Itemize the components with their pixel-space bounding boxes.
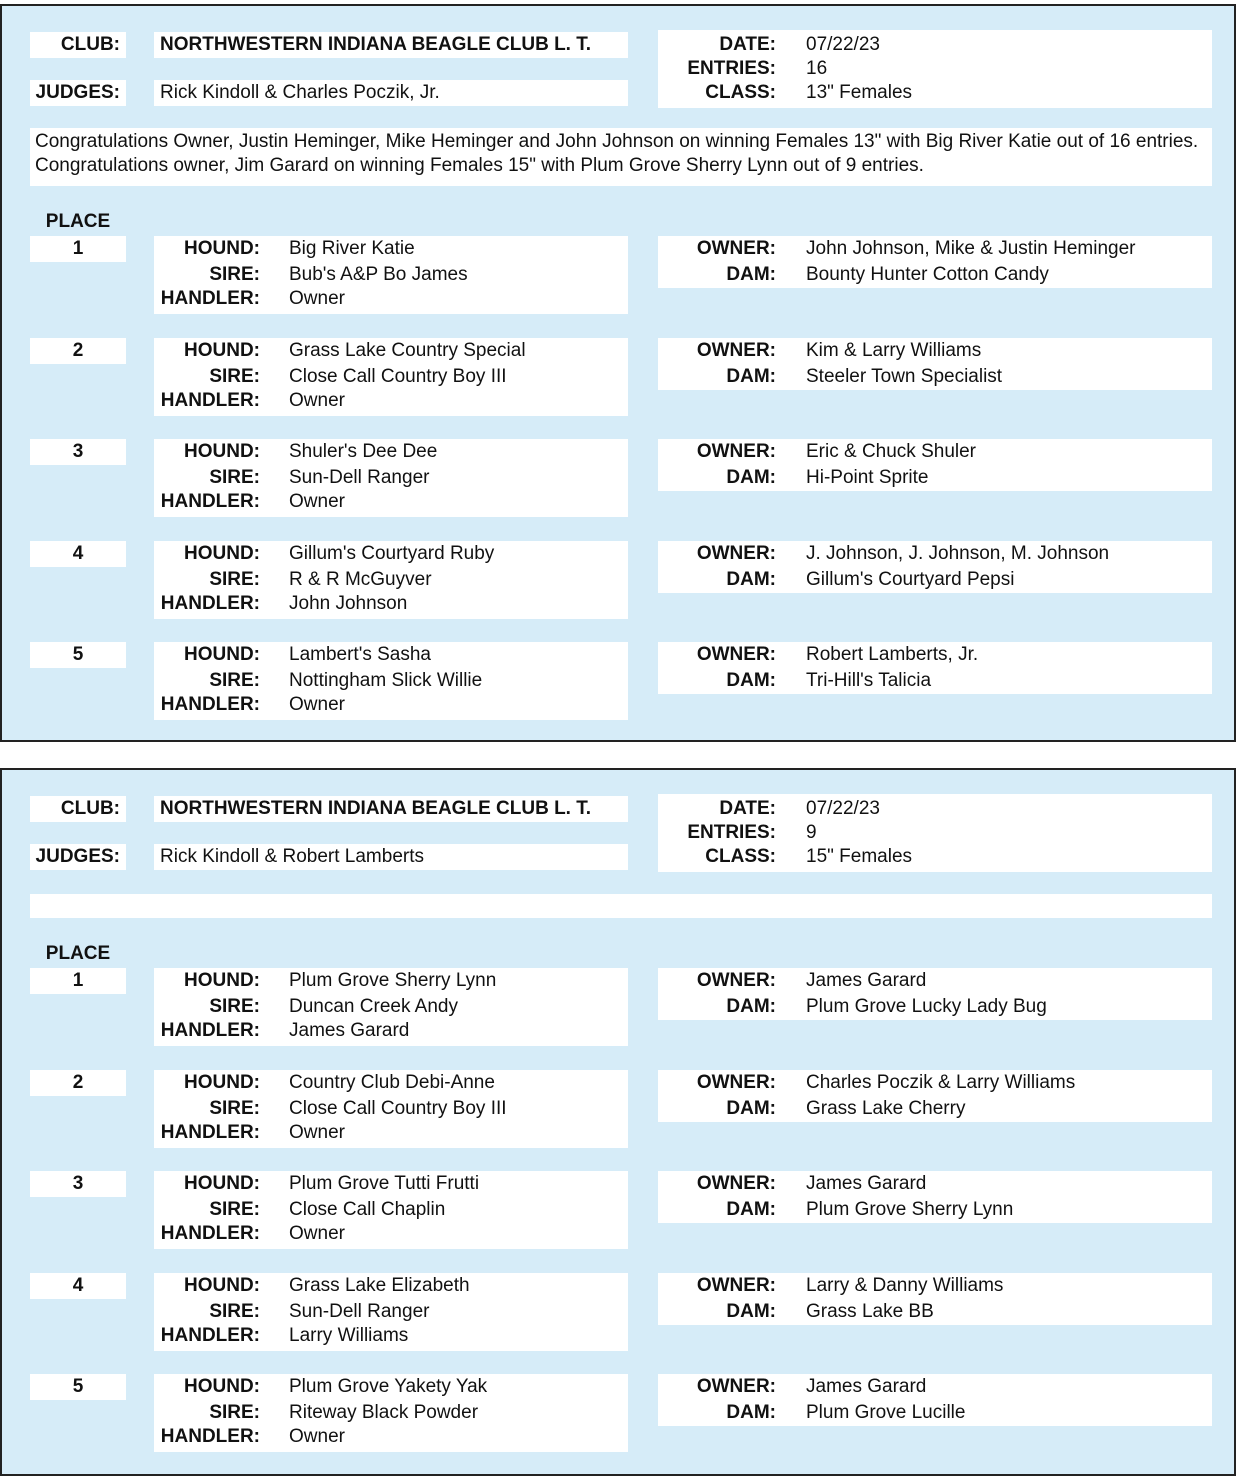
dam-label: DAM: <box>726 1097 776 1119</box>
sire-label: SIRE: <box>209 467 260 488</box>
sire-name: Riteway Black Powder <box>289 1402 479 1423</box>
hound-name: Lambert's Sasha <box>289 644 431 665</box>
entries-value: 9 <box>806 822 817 843</box>
place-number: 3 <box>72 1173 84 1194</box>
owner-label: OWNER: <box>696 1173 776 1194</box>
handler-label: HANDLER: <box>160 1121 260 1143</box>
place-number: 2 <box>72 1071 84 1093</box>
sire-label: SIRE: <box>209 365 260 387</box>
date-label: DATE: <box>719 34 776 55</box>
dam-label: DAM: <box>726 264 776 285</box>
entries-value: 16 <box>806 58 828 79</box>
class-label: CLASS: <box>705 846 776 867</box>
hound-label: HOUND: <box>184 1274 260 1296</box>
class-value: 13" Females <box>806 82 913 103</box>
sire-label: SIRE: <box>209 996 260 1017</box>
owner-name: Robert Lamberts, Jr. <box>806 644 979 665</box>
owner-label: OWNER: <box>696 1274 776 1296</box>
hound-label: HOUND: <box>184 542 260 564</box>
place-number: 4 <box>72 1274 84 1296</box>
owner-label: OWNER: <box>696 238 776 259</box>
handler-label: HANDLER: <box>160 1223 260 1244</box>
hound-name: Country Club Debi-Anne <box>289 1071 495 1093</box>
handler-name: Owner <box>289 1223 345 1244</box>
handler-label: HANDLER: <box>160 491 260 512</box>
dam-label: DAM: <box>726 1199 776 1220</box>
sire-label: SIRE: <box>209 670 260 691</box>
hound-name: Grass Lake Elizabeth <box>289 1274 470 1296</box>
owner-label: OWNER: <box>696 644 776 665</box>
owner-name: J. Johnson, J. Johnson, M. Johnson <box>806 542 1110 564</box>
club-label: CLUB: <box>60 798 120 819</box>
handler-name: John Johnson <box>289 592 408 614</box>
place-number: 1 <box>72 238 84 259</box>
club-label: CLUB: <box>60 34 120 55</box>
handler-name: Owner <box>289 1121 345 1143</box>
congratulations-note: Congratulations Owner, Justin Heminger, Mike Heminger and John Johnson on winning Females 13" with Big River Katie out of 16 entries. Congratulations owner, Jim Garard on winning Females 15" with Plum Grove Sherry Lynn out of 9 entries. <box>35 131 1199 176</box>
sire-name: Sun-Dell Ranger <box>289 467 430 488</box>
handler-name: Owner <box>289 491 345 512</box>
judges-label: JUDGES: <box>35 82 120 103</box>
owner-name: James Garard <box>806 1376 927 1397</box>
sire-label: SIRE: <box>209 568 260 590</box>
owner-name: Kim & Larry Williams <box>806 339 982 361</box>
dam-label: DAM: <box>726 365 776 387</box>
sire-name: Sun-Dell Ranger <box>289 1300 430 1322</box>
owner-name: Charles Poczik & Larry Williams <box>806 1071 1076 1093</box>
club-name: NORTHWESTERN INDIANA BEAGLE CLUB L. T. <box>160 34 592 55</box>
sire-label: SIRE: <box>209 1097 260 1119</box>
class-value: 15" Females <box>806 846 913 867</box>
place-number: 4 <box>72 542 84 564</box>
sire-name: R & R McGuyver <box>289 568 432 590</box>
date-value: 07/22/23 <box>806 34 880 55</box>
results-card-15-females <box>0 768 1236 1476</box>
handler-name: Larry Williams <box>289 1324 409 1346</box>
hound-label: HOUND: <box>184 339 260 361</box>
sire-name: Close Call Chaplin <box>289 1199 446 1220</box>
owner-name: Eric & Chuck Shuler <box>806 441 977 462</box>
sire-name: Close Call Country Boy III <box>289 1097 507 1119</box>
place-number: 5 <box>72 644 84 665</box>
date-label: DATE: <box>719 798 776 819</box>
dam-label: DAM: <box>726 670 776 691</box>
handler-label: HANDLER: <box>160 1426 260 1447</box>
sire-name: Nottingham Slick Willie <box>289 670 483 691</box>
handler-label: HANDLER: <box>160 1324 260 1346</box>
handler-label: HANDLER: <box>160 694 260 715</box>
dam-name: Bounty Hunter Cotton Candy <box>806 264 1049 285</box>
hound-name: Plum Grove Tutti Frutti <box>289 1173 480 1194</box>
place-header: PLACE <box>45 943 111 964</box>
place-number: 2 <box>72 339 84 361</box>
date-value: 07/22/23 <box>806 798 880 819</box>
entries-label: ENTRIES: <box>687 58 776 79</box>
owner-label: OWNER: <box>696 1376 776 1397</box>
hound-name: Grass Lake Country Special <box>289 339 526 361</box>
owner-label: OWNER: <box>696 1071 776 1093</box>
dam-name: Grass Lake BB <box>806 1300 934 1322</box>
dam-name: Plum Grove Lucky Lady Bug <box>806 996 1047 1017</box>
dam-name: Plum Grove Sherry Lynn <box>806 1199 1014 1220</box>
owner-name: James Garard <box>806 970 927 991</box>
results-card-13-females <box>0 4 1236 742</box>
judges-value: Rick Kindoll & Charles Poczik, Jr. <box>160 82 440 103</box>
handler-label: HANDLER: <box>160 1020 260 1041</box>
place-header: PLACE <box>45 211 111 232</box>
sire-name: Duncan Creek Andy <box>289 996 458 1017</box>
dam-name: Tri-Hill's Talicia <box>806 670 932 691</box>
place-number: 1 <box>72 970 84 991</box>
sire-label: SIRE: <box>209 264 260 285</box>
hound-name: Plum Grove Sherry Lynn <box>289 970 497 991</box>
handler-name: Owner <box>289 694 345 715</box>
sire-label: SIRE: <box>209 1199 260 1220</box>
handler-label: HANDLER: <box>160 389 260 411</box>
dam-name: Grass Lake Cherry <box>806 1097 966 1119</box>
sire-label: SIRE: <box>209 1300 260 1322</box>
handler-name: Owner <box>289 288 345 309</box>
handler-name: James Garard <box>289 1020 410 1041</box>
class-label: CLASS: <box>705 82 776 103</box>
owner-label: OWNER: <box>696 441 776 462</box>
owner-name: James Garard <box>806 1173 927 1194</box>
hound-name: Shuler's Dee Dee <box>289 441 438 462</box>
place-number: 3 <box>72 441 84 462</box>
dam-label: DAM: <box>726 996 776 1017</box>
entries-label: ENTRIES: <box>687 822 776 843</box>
judges-label: JUDGES: <box>35 846 120 867</box>
owner-label: OWNER: <box>696 542 776 564</box>
judges-value: Rick Kindoll & Robert Lamberts <box>160 846 424 867</box>
dam-label: DAM: <box>726 568 776 590</box>
owner-label: OWNER: <box>696 339 776 361</box>
owner-name: Larry & Danny Williams <box>806 1274 1004 1296</box>
hound-label: HOUND: <box>184 441 260 462</box>
dam-name: Steeler Town Specialist <box>806 365 1003 387</box>
hound-name: Big River Katie <box>289 238 415 259</box>
club-name: NORTHWESTERN INDIANA BEAGLE CLUB L. T. <box>160 798 592 819</box>
hound-label: HOUND: <box>184 1071 260 1093</box>
hound-name: Plum Grove Yakety Yak <box>289 1376 488 1397</box>
dam-label: DAM: <box>726 467 776 488</box>
hound-label: HOUND: <box>184 970 260 991</box>
place-number: 5 <box>72 1376 84 1397</box>
hound-name: Gillum's Courtyard Ruby <box>289 542 495 564</box>
handler-label: HANDLER: <box>160 592 260 614</box>
hound-label: HOUND: <box>184 238 260 259</box>
sire-name: Bub's A&P Bo James <box>289 264 468 285</box>
sire-name: Close Call Country Boy III <box>289 365 507 387</box>
handler-name: Owner <box>289 389 345 411</box>
hound-label: HOUND: <box>184 644 260 665</box>
handler-name: Owner <box>289 1426 345 1447</box>
note-box <box>30 894 1212 918</box>
dam-label: DAM: <box>726 1300 776 1322</box>
hound-label: HOUND: <box>184 1173 260 1194</box>
sire-label: SIRE: <box>209 1402 260 1423</box>
dam-name: Gillum's Courtyard Pepsi <box>806 568 1015 590</box>
hound-label: HOUND: <box>184 1376 260 1397</box>
dam-name: Plum Grove Lucille <box>806 1402 966 1423</box>
handler-label: HANDLER: <box>160 288 260 309</box>
dam-name: Hi-Point Sprite <box>806 467 929 488</box>
dam-label: DAM: <box>726 1402 776 1423</box>
owner-label: OWNER: <box>696 970 776 991</box>
owner-name: John Johnson, Mike & Justin Heminger <box>806 238 1136 259</box>
